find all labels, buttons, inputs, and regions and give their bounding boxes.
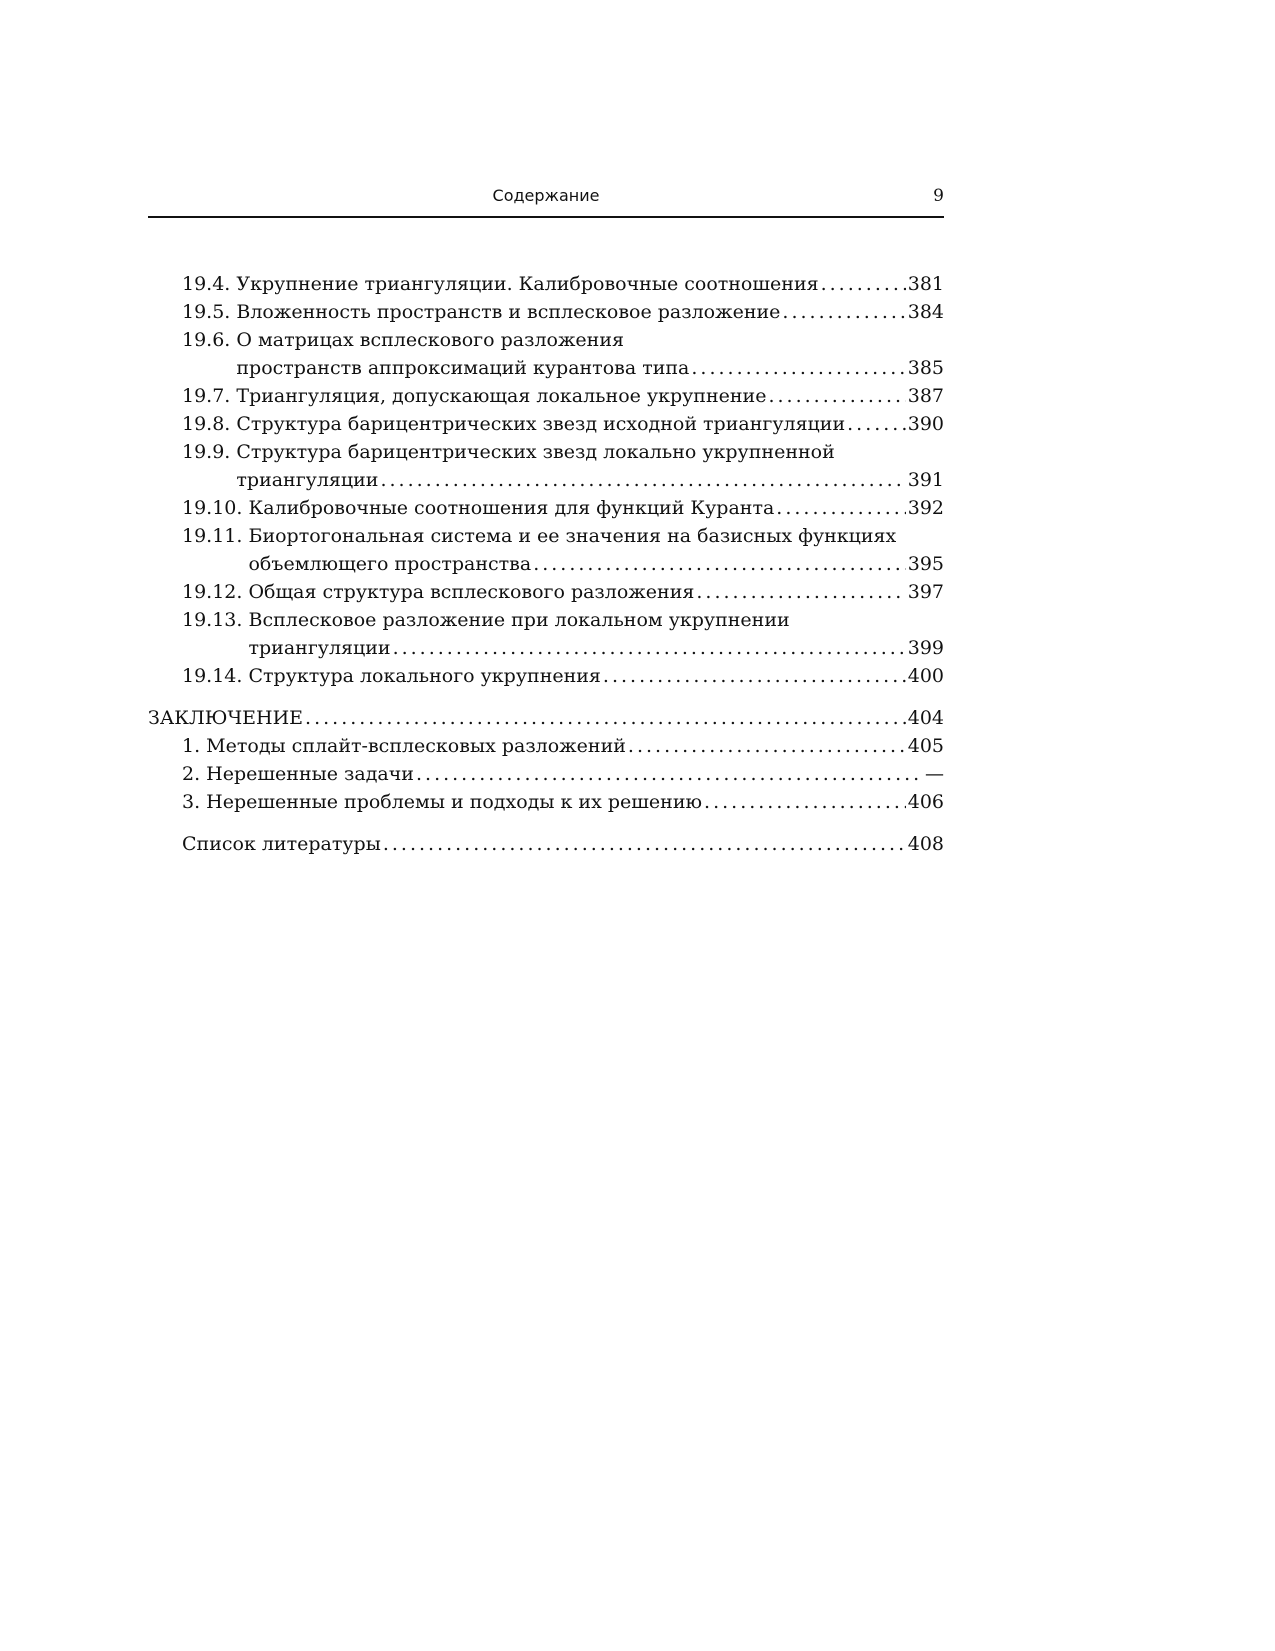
toc-entry-page: 395: [907, 553, 944, 575]
toc-entry[interactable]: [148, 326, 944, 382]
toc-entry[interactable]: [148, 606, 944, 662]
toc-entry[interactable]: [148, 438, 944, 494]
toc-entry[interactable]: [148, 788, 944, 816]
toc-entry-line-continued: [148, 606, 944, 634]
toc-entry-title: Список литературы: [182, 833, 381, 855]
dot-leader: [821, 270, 906, 298]
toc-entry-number: 19.13.: [182, 609, 249, 631]
toc-entry-line: [148, 662, 944, 690]
toc-entry-line: [148, 578, 944, 606]
toc-entry-line: [148, 550, 944, 578]
dot-leader: [305, 704, 906, 732]
toc-entry[interactable]: [148, 494, 944, 522]
dot-leader: [847, 410, 906, 438]
dot-leader: [603, 662, 906, 690]
dot-leader: [704, 788, 906, 816]
toc-entry-page: 404: [907, 707, 944, 729]
toc-entry-number: 19.7.: [182, 385, 237, 407]
toc-entry-number: 2.: [182, 763, 207, 785]
toc-entry-number: 19.11.: [182, 525, 249, 547]
toc-entry-number: 19.8.: [182, 413, 237, 435]
toc-entry-page: 405: [907, 735, 944, 757]
toc-entry-number: 3.: [182, 791, 207, 813]
toc-entry-line: [148, 634, 944, 662]
toc-entry-line: [148, 410, 944, 438]
toc-entry[interactable]: [148, 578, 944, 606]
toc-entry-title: Нерешенные проблемы и подходы к их решению: [206, 791, 703, 813]
toc-entry-title: Структура барицентрических звезд локально укрупненной: [236, 441, 835, 463]
toc-entry-page: 392: [907, 497, 944, 519]
dot-leader: [380, 466, 905, 494]
dot-leader: [691, 354, 905, 382]
dot-leader: [776, 494, 905, 522]
page-number: 9: [933, 186, 944, 206]
dot-leader: [768, 382, 905, 410]
toc-entry-title: триангуляции: [236, 469, 379, 491]
dot-leader: [533, 550, 906, 578]
toc-entry-title: Нерешенные задачи: [206, 763, 414, 785]
section-gap: [148, 690, 944, 704]
table-of-contents: [148, 270, 944, 858]
toc-entry-page: 390: [907, 413, 944, 435]
dot-leader: [696, 578, 905, 606]
dot-leader: [416, 760, 923, 788]
toc-entry-page: —: [925, 763, 944, 785]
toc-entry-page: 399: [907, 637, 944, 659]
toc-entry-line: [148, 704, 944, 732]
toc-entry-title: Биортогональная система и ее значения на базисных функциях: [248, 525, 897, 547]
toc-entry-number: 1.: [182, 735, 207, 757]
toc-entry-page: 408: [907, 833, 944, 855]
toc-entry-title: Методы сплайт-всплесковых разложений: [206, 735, 626, 757]
toc-entry-title: ЗАКЛЮЧЕНИЕ: [148, 707, 304, 729]
toc-entry-title: Структура барицентрических звезд исходной триангуляции: [236, 413, 846, 435]
toc-entry-title: Укрупнение триангуляции. Калибровочные соотношения: [236, 273, 819, 295]
toc-entry-page: 397: [907, 581, 944, 603]
toc-entry-title: Триангуляция, допускающая локальное укрупнение: [236, 385, 767, 407]
toc-entry-number: 19.6.: [182, 329, 237, 351]
toc-entry-page: 381: [907, 273, 944, 295]
toc-entry-number: 19.12.: [182, 581, 249, 603]
toc-entry[interactable]: [148, 522, 944, 578]
toc-entry[interactable]: [148, 732, 944, 760]
dot-leader: [782, 298, 905, 326]
toc-entry[interactable]: [148, 270, 944, 298]
toc-entry-title: О матрицах всплескового разложения: [236, 329, 624, 351]
toc-entry-page: 384: [907, 301, 944, 323]
toc-entry-line: [148, 270, 944, 298]
toc-entry-number: 19.10.: [182, 497, 249, 519]
toc-entry-title: пространств аппроксимаций курантова типа: [236, 357, 690, 379]
dot-leader: [383, 830, 906, 858]
toc-entry-line: [148, 382, 944, 410]
toc-entry-title: объемлющего пространства: [248, 553, 532, 575]
toc-entry[interactable]: [148, 298, 944, 326]
toc-entry-line: [148, 494, 944, 522]
running-header: [148, 186, 944, 210]
toc-entry-line: [148, 732, 944, 760]
section-gap: [148, 816, 944, 830]
toc-entry-page: 387: [907, 385, 944, 407]
toc-entry-number: 19.9.: [182, 441, 237, 463]
toc-entry-page: 385: [907, 357, 944, 379]
toc-entry-number: 19.14.: [182, 665, 249, 687]
toc-entry[interactable]: [148, 382, 944, 410]
toc-entry-page: 406: [907, 791, 944, 813]
toc-entry-line-continued: [148, 522, 944, 550]
toc-entry-line: [148, 298, 944, 326]
toc-entry[interactable]: [148, 410, 944, 438]
toc-entry[interactable]: [148, 830, 944, 858]
running-header-title: Содержание: [492, 186, 600, 205]
header-rule: [148, 216, 944, 218]
toc-entry-number: 19.4.: [182, 273, 237, 295]
toc-entry-title: Всплесковое разложение при локальном укрупнении: [248, 609, 790, 631]
toc-entry-page: 400: [907, 665, 944, 687]
toc-entry-line: [148, 830, 944, 858]
dot-leader: [628, 732, 906, 760]
toc-entry-title: Общая структура всплескового разложения: [248, 581, 695, 603]
toc-entry-line-continued: [148, 326, 944, 354]
toc-entry-title: Вложенность пространств и всплесковое разложение: [236, 301, 781, 323]
dot-leader: [393, 634, 906, 662]
toc-entry-title: Калибровочные соотношения для функций Куранта: [248, 497, 775, 519]
toc-entry[interactable]: [148, 704, 944, 732]
toc-entry[interactable]: [148, 662, 944, 690]
toc-entry-line: [148, 466, 944, 494]
toc-entry[interactable]: [148, 760, 944, 788]
toc-entry-line: [148, 760, 944, 788]
toc-entry-line: [148, 788, 944, 816]
toc-entry-page: 391: [907, 469, 944, 491]
toc-entry-number: 19.5.: [182, 301, 237, 323]
toc-entry-title: Структура локального укрупнения: [248, 665, 601, 687]
toc-entry-line-continued: [148, 438, 944, 466]
toc-entry-title: триангуляции: [248, 637, 391, 659]
toc-entry-line: [148, 354, 944, 382]
